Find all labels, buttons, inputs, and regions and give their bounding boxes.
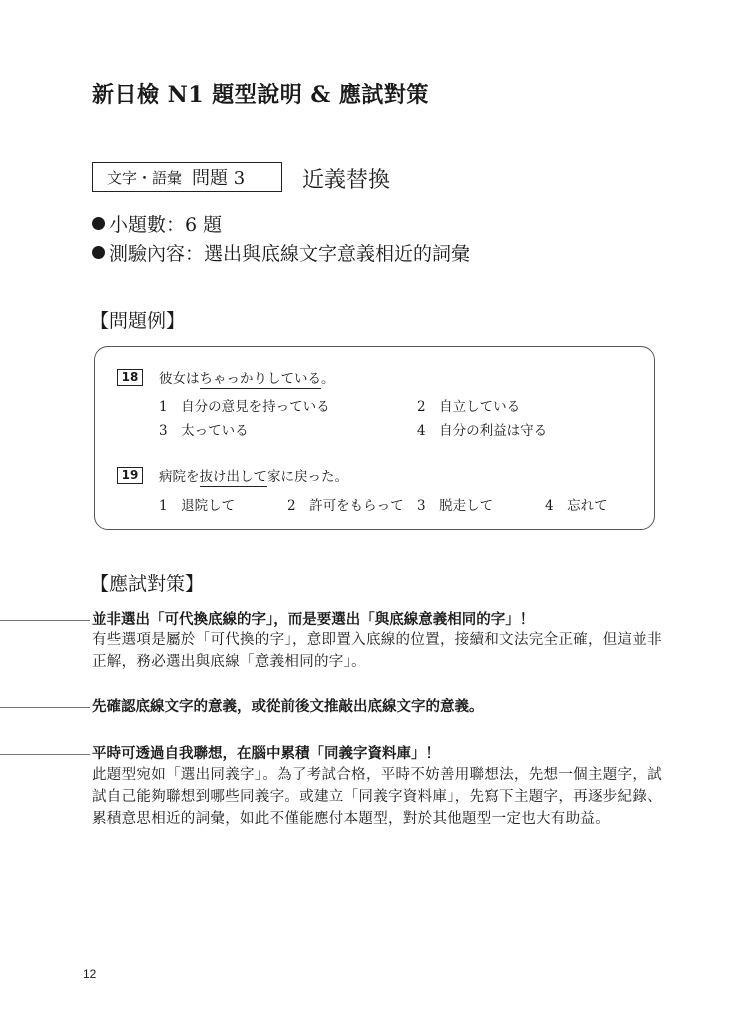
question-text-19: 病院を抜け出して家に戻った。	[159, 469, 348, 485]
example-box	[94, 346, 655, 530]
bullet-dot-icon	[92, 217, 105, 230]
example-heading: 【問題例】	[90, 310, 186, 332]
underlined-word: ちゃっかりしている	[199, 371, 321, 387]
underlined-word: 抜け出して	[199, 469, 267, 485]
bullet-question-count	[92, 210, 222, 237]
page-title: 新日檢 N1 題型說明 & 應試對策	[92, 82, 429, 108]
strategy-heading: 【應試對策】	[90, 573, 205, 595]
strategy-3-body: 此題型宛如「選出同義字」。為了考試合格，平時不妨善用聯想法，先想一個主題字，試試自己能夠聯想到哪些同義字。或建立「同義字資料庫」，先寫下主題字，再逐步紀錄、累積意思相近的詞彙，如此不僅能應付本題型，對於其他題型一定也大有助益。	[92, 767, 662, 827]
option-18-2: 2 自立している	[417, 399, 521, 415]
option-18-4: 4 自分の利益は守る	[417, 423, 548, 439]
page-number: 12	[83, 967, 97, 981]
bullet-dot-icon	[92, 246, 105, 259]
section-label-box	[92, 162, 282, 192]
margin-rule-line	[0, 620, 90, 621]
section-category: 文字・語彙	[107, 168, 183, 187]
question-number-19: 19	[117, 467, 143, 484]
section-problem-number: 問題 3	[192, 168, 246, 189]
margin-rule-line	[0, 707, 90, 708]
bullet-text: 小題數：6 題	[109, 214, 223, 236]
strategy-1-heading: 並非選出「可代換底線的字」，而是要選出「與底線意義相同的字」！	[92, 611, 535, 628]
option-19-1: 1 退院して	[159, 498, 236, 514]
strategy-1-body: 有些選項是屬於「可代換的字」，意即置入底線的位置，接續和文法完全正確，但這並非正解，務必選出與底線「意義相同的字」。	[92, 632, 662, 670]
bullet-text: 測驗內容：選出與底線文字意義相近的詞彙	[109, 243, 471, 265]
margin-rule-line	[0, 754, 90, 755]
option-18-3: 3 太っている	[159, 423, 249, 439]
section-topic: 近義替換	[302, 168, 391, 193]
question-number-18: 18	[117, 369, 143, 386]
strategy-3-heading: 平時可透過自我聯想，在腦中累積「同義字資料庫」！	[92, 745, 440, 762]
question-text-18: 彼女はちゃっかりしている。	[159, 371, 335, 387]
option-18-1: 1 自分の意見を持っている	[159, 399, 330, 415]
option-19-4: 4 忘れて	[545, 498, 608, 514]
strategy-2-heading: 先確認底線文字的意義，或從前後文推敲出底線文字的意義。	[92, 698, 484, 715]
option-19-2: 2 許可をもらって	[287, 498, 404, 514]
bullet-test-content	[92, 239, 470, 266]
option-19-3: 3 脱走して	[417, 498, 494, 514]
